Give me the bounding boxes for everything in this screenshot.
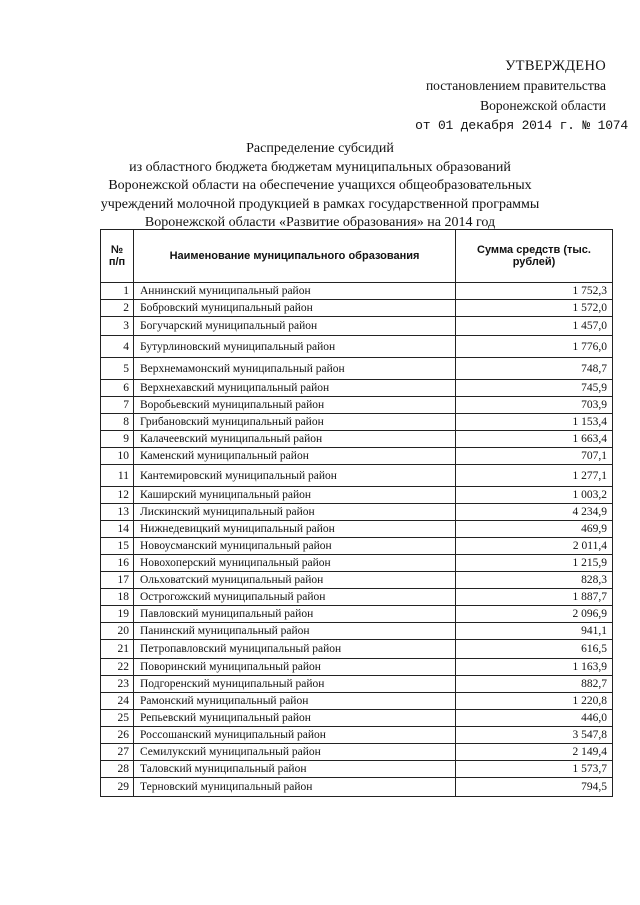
table-body bbox=[101, 283, 613, 797]
header-num: № п/п bbox=[101, 230, 134, 283]
approval-date-line: от 01 декабря 2014 г. № 1074 bbox=[415, 118, 628, 133]
table-row bbox=[101, 521, 613, 538]
subsidy-amount: 1 277,1 bbox=[456, 465, 613, 487]
table-row bbox=[101, 778, 613, 797]
table-row bbox=[101, 414, 613, 431]
row-number: 29 bbox=[101, 778, 134, 797]
municipality-name: Острогожский муниципальный район bbox=[134, 589, 456, 606]
subsidy-amount: 469,9 bbox=[456, 521, 613, 538]
municipality-name: Репьевский муниципальный район bbox=[134, 710, 456, 727]
subsidy-amount: 745,9 bbox=[456, 380, 613, 397]
row-number: 24 bbox=[101, 693, 134, 710]
title-line-5: Воронежской области «Развитие образования» на 2014 год bbox=[144, 215, 496, 230]
subsidy-amount: 1 220,8 bbox=[456, 693, 613, 710]
municipality-name: Поворинский муниципальный район bbox=[134, 659, 456, 676]
subsidy-amount: 1 776,0 bbox=[456, 336, 613, 358]
subsidy-amount: 1 457,0 bbox=[456, 317, 613, 336]
row-number: 8 bbox=[101, 414, 134, 431]
municipality-name: Ольховатский муниципальный район bbox=[134, 572, 456, 589]
row-number: 22 bbox=[101, 659, 134, 676]
approval-block bbox=[415, 56, 628, 136]
row-number: 3 bbox=[101, 317, 134, 336]
table-row bbox=[101, 589, 613, 606]
subsidy-amount: 707,1 bbox=[456, 448, 613, 465]
row-number: 18 bbox=[101, 589, 134, 606]
row-number: 2 bbox=[101, 300, 134, 317]
approval-line-1: постановлением правительства bbox=[425, 78, 606, 93]
row-number: 6 bbox=[101, 380, 134, 397]
table-row bbox=[101, 606, 613, 623]
municipality-name: Нижнедевицкий муниципальный район bbox=[134, 521, 456, 538]
table-row bbox=[101, 640, 613, 659]
row-number: 15 bbox=[101, 538, 134, 555]
subsidy-amount: 446,0 bbox=[456, 710, 613, 727]
municipality-name: Новохоперский муниципальный район bbox=[134, 555, 456, 572]
row-number: 4 bbox=[101, 336, 134, 358]
header-name: Наименование муниципального образования bbox=[134, 230, 456, 283]
municipality-name: Кантемировский муниципальный район bbox=[134, 465, 456, 487]
municipality-name: Лискинский муниципальный район bbox=[134, 504, 456, 521]
subsidy-amount: 2 096,9 bbox=[456, 606, 613, 623]
title-line-1: Распределение субсидий bbox=[246, 141, 394, 156]
municipality-name: Аннинский муниципальный район bbox=[134, 283, 456, 300]
municipality-name: Подгоренский муниципальный район bbox=[134, 676, 456, 693]
table-row bbox=[101, 336, 613, 358]
row-number: 5 bbox=[101, 358, 134, 380]
table-row bbox=[101, 283, 613, 300]
municipality-name: Верхнехавский муниципальный район bbox=[134, 380, 456, 397]
table-row bbox=[101, 300, 613, 317]
row-number: 25 bbox=[101, 710, 134, 727]
table-row bbox=[101, 397, 613, 414]
row-number: 14 bbox=[101, 521, 134, 538]
municipality-name: Петропавловский муниципальный район bbox=[134, 640, 456, 659]
table-row bbox=[101, 761, 613, 778]
table-row bbox=[101, 317, 613, 336]
row-number: 9 bbox=[101, 431, 134, 448]
subsidy-amount: 2 149,4 bbox=[456, 744, 613, 761]
subsidy-amount: 794,5 bbox=[456, 778, 613, 797]
municipality-name: Каширский муниципальный район bbox=[134, 487, 456, 504]
subsidy-amount: 1 153,4 bbox=[456, 414, 613, 431]
row-number: 13 bbox=[101, 504, 134, 521]
row-number: 27 bbox=[101, 744, 134, 761]
municipality-name: Верхнемамонский муниципальный район bbox=[134, 358, 456, 380]
row-number: 16 bbox=[101, 555, 134, 572]
subsidy-amount: 882,7 bbox=[456, 676, 613, 693]
table-row bbox=[101, 448, 613, 465]
table-header-row bbox=[101, 230, 613, 283]
municipality-name: Павловский муниципальный район bbox=[134, 606, 456, 623]
subsidy-amount: 828,3 bbox=[456, 572, 613, 589]
row-number: 1 bbox=[101, 283, 134, 300]
municipality-name: Богучарский муниципальный район bbox=[134, 317, 456, 336]
municipality-name: Таловский муниципальный район bbox=[134, 761, 456, 778]
subsidy-amount: 2 011,4 bbox=[456, 538, 613, 555]
table-row bbox=[101, 465, 613, 487]
approval-line-2: Воронежской области bbox=[480, 98, 606, 113]
municipality-name: Рамонский муниципальный район bbox=[134, 693, 456, 710]
municipality-name: Семилукский муниципальный район bbox=[134, 744, 456, 761]
table-row bbox=[101, 431, 613, 448]
approval-heading: УТВЕРЖДЕНО bbox=[505, 58, 606, 74]
subsidy-amount: 3 547,8 bbox=[456, 727, 613, 744]
row-number: 26 bbox=[101, 727, 134, 744]
municipality-name: Грибановский муниципальный район bbox=[134, 414, 456, 431]
table-row bbox=[101, 538, 613, 555]
municipality-name: Панинский муниципальный район bbox=[134, 623, 456, 640]
municipality-name: Калачеевский муниципальный район bbox=[134, 431, 456, 448]
table-row bbox=[101, 572, 613, 589]
subsidy-table bbox=[100, 229, 613, 797]
row-number: 7 bbox=[101, 397, 134, 414]
subsidy-amount: 1 663,4 bbox=[456, 431, 613, 448]
subsidy-amount: 1 215,9 bbox=[456, 555, 613, 572]
municipality-name: Новоусманский муниципальный район bbox=[134, 538, 456, 555]
municipality-name: Россошанский муниципальный район bbox=[134, 727, 456, 744]
table-row bbox=[101, 693, 613, 710]
table-row bbox=[101, 710, 613, 727]
subsidy-amount: 1 572,0 bbox=[456, 300, 613, 317]
table-row bbox=[101, 623, 613, 640]
table-row bbox=[101, 555, 613, 572]
subsidy-amount: 1 003,2 bbox=[456, 487, 613, 504]
subsidy-amount: 1 573,7 bbox=[456, 761, 613, 778]
table-row bbox=[101, 676, 613, 693]
subsidy-amount: 4 234,9 bbox=[456, 504, 613, 521]
subsidy-amount: 703,9 bbox=[456, 397, 613, 414]
row-number: 28 bbox=[101, 761, 134, 778]
row-number: 17 bbox=[101, 572, 134, 589]
subsidy-amount: 1 163,9 bbox=[456, 659, 613, 676]
table-row bbox=[101, 487, 613, 504]
table-row bbox=[101, 744, 613, 761]
table-row bbox=[101, 659, 613, 676]
subsidy-amount: 1 887,7 bbox=[456, 589, 613, 606]
municipality-name: Каменский муниципальный район bbox=[134, 448, 456, 465]
header-sum: Сумма средств (тыс. рублей) bbox=[456, 230, 613, 283]
row-number: 11 bbox=[101, 465, 134, 487]
municipality-name: Терновский муниципальный район bbox=[134, 778, 456, 797]
municipality-name: Бутурлиновский муниципальный район bbox=[134, 336, 456, 358]
municipality-name: Воробьевский муниципальный район bbox=[134, 397, 456, 414]
document-title bbox=[90, 140, 550, 233]
row-number: 23 bbox=[101, 676, 134, 693]
subsidy-amount: 616,5 bbox=[456, 640, 613, 659]
row-number: 19 bbox=[101, 606, 134, 623]
row-number: 10 bbox=[101, 448, 134, 465]
subsidy-amount: 1 752,3 bbox=[456, 283, 613, 300]
row-number: 20 bbox=[101, 623, 134, 640]
table-row bbox=[101, 504, 613, 521]
table-row bbox=[101, 727, 613, 744]
title-line-4: учреждений молочной продукцией в рамках государственной программы bbox=[100, 196, 540, 212]
municipality-name: Бобровский муниципальный район bbox=[134, 300, 456, 317]
title-line-2: из областного бюджета бюджетам муниципальных образований bbox=[129, 159, 511, 175]
subsidy-amount: 748,7 bbox=[456, 358, 613, 380]
title-line-3: Воронежской области на обеспечение учащихся общеобразовательных bbox=[108, 178, 532, 193]
row-number: 12 bbox=[101, 487, 134, 504]
subsidy-amount: 941,1 bbox=[456, 623, 613, 640]
row-number: 21 bbox=[101, 640, 134, 659]
table-row bbox=[101, 358, 613, 380]
table-row bbox=[101, 380, 613, 397]
